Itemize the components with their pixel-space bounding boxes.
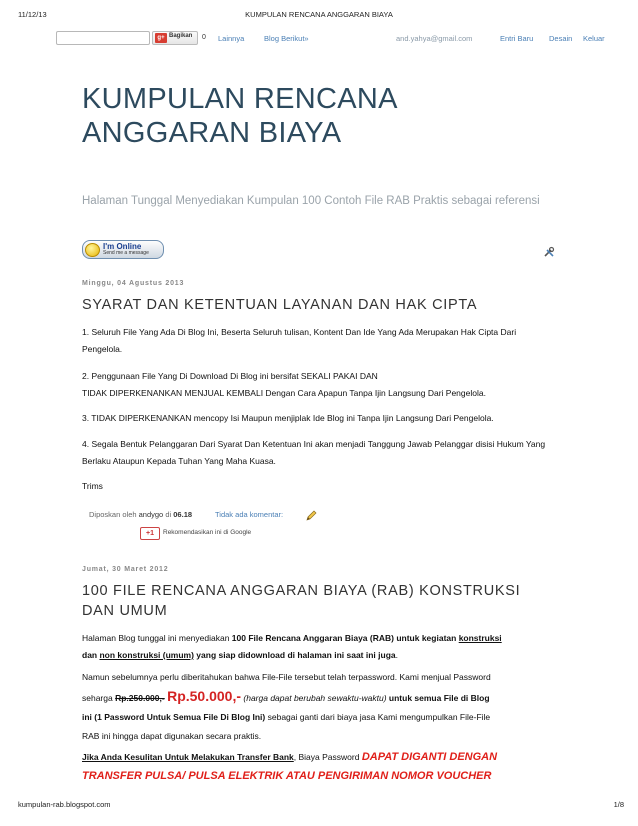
text-run: Jika Anda Kesulitan Untuk Melakukan Transfer Bank: [82, 752, 294, 762]
text-run: sebagai ganti dari biaya jasa Kami mengumpulkan File-File: [265, 712, 491, 722]
text-run: seharga: [82, 693, 116, 703]
share-button[interactable]: [152, 31, 198, 45]
post-paragraph: [82, 748, 557, 786]
text-run: yang siap didownload di halaman ini saat ini juga: [193, 650, 396, 660]
text-run: Halaman Blog tunggal ini menyediakan: [82, 633, 232, 643]
post-footer: [89, 510, 284, 519]
post-title[interactable]: SYARAT DAN KETENTUAN LAYANAN DAN HAK CIPTA: [82, 297, 478, 313]
old-price: Rp.250.000,-: [115, 693, 165, 703]
print-url: kumpulan-rab.blogspot.com: [18, 800, 111, 809]
wrench-screwdriver-icon[interactable]: [543, 246, 555, 258]
paragraph-line: 2. Penggunaan File Yang Di Download Di Blog ini bersifat SEKALI PAKAI DAN: [82, 371, 378, 381]
at-label: di: [165, 510, 172, 519]
text-run: Namun sebelumnya perlu diberitahukan bahwa File-File tersebut telah terpassword. Kami menjual Password: [82, 672, 491, 682]
post-paragraph: Trims: [82, 481, 103, 491]
more-link[interactable]: Lainnya: [218, 34, 245, 43]
post-paragraph: [82, 668, 557, 746]
posted-by-label: Diposkan oleh: [89, 510, 137, 519]
post-paragraph: [82, 368, 557, 402]
new-post-link[interactable]: Entri Baru: [500, 34, 534, 43]
smiley-icon: [85, 243, 100, 257]
messenger-status-badge[interactable]: [82, 240, 164, 259]
online-status-label: I'm Online: [103, 242, 142, 251]
post-paragraph: 1. Seluruh File Yang Ada Di Blog Ini, Beserta Seluruh tulisan, Kontent Dan Ide Yang Ada Merupakan Hak Cipta Dari Pengelola.: [82, 327, 517, 354]
share-label: Bagikan: [169, 33, 193, 39]
blog-description: Halaman Tunggal Menyediakan Kumpulan 100 Contoh File RAB Praktis sebagai referensi: [82, 195, 540, 207]
text-run: 100 File Rencana Anggaran Biaya (RAB) untuk kegiatan: [231, 633, 459, 643]
comments-link[interactable]: Tidak ada komentar:: [215, 510, 284, 519]
text-run: , Biaya Password: [293, 752, 362, 762]
next-blog-link[interactable]: Blog Berikut»: [264, 34, 309, 43]
post-time-link[interactable]: 06.18: [173, 510, 193, 519]
recommend-label: Rekomendasikan ini di Google: [163, 529, 252, 536]
text-run: RAB ini hingga dapat digunakan secara praktis.: [82, 731, 262, 741]
text-run: non konstruksi (umum): [99, 650, 194, 660]
google-plus-one-button[interactable]: +1: [140, 527, 160, 540]
text-run: (harga dapat berubah sewaktu-waktu): [241, 693, 387, 703]
text-run: untuk semua File di Blog: [386, 693, 490, 703]
logout-link[interactable]: Keluar: [583, 34, 605, 43]
pencil-icon[interactable]: [305, 510, 317, 522]
print-header: [0, 0, 638, 22]
text-run: konstruksi: [458, 633, 502, 643]
share-count: 0: [202, 34, 206, 41]
post-title[interactable]: 100 FILE RENCANA ANGGARAN BIAYA (RAB) KONSTRUKSI DAN UMUM: [82, 583, 521, 619]
highlight-text: DAPAT DIGANTI DENGAN: [361, 751, 498, 763]
post-paragraph: 3. TIDAK DIPERKENANKAN mencopy Isi Maupun menjiplak Ide Blog ini Tanpa Ijin Langsung Dari Pengelola.: [82, 413, 494, 423]
paragraph-line: TIDAK DIPERKENANKAN MENJUAL KEMBALI Dengan Cara Apapun Tanpa Ijin Langsung Dari Pengelola.: [82, 388, 486, 398]
highlight-text: TRANSFER PULSA/ PULSA ELEKTRIK ATAU PENGIRIMAN NOMOR VOUCHER: [82, 770, 492, 782]
print-date: 11/12/13: [18, 10, 47, 19]
user-email: and.yahya@gmail.com: [396, 34, 473, 43]
page-number: 1/8: [613, 800, 624, 809]
post-date-header: Minggu, 04 Agustus 2013: [82, 280, 185, 287]
blog-title[interactable]: [82, 82, 562, 150]
design-link[interactable]: Desain: [549, 34, 573, 43]
send-message-label: Send me a message: [103, 250, 149, 256]
text-run: dan: [82, 650, 100, 660]
text-run: ini (1 Password Untuk Semua File Di Blog Ini): [82, 712, 266, 722]
google-plus-icon: g+: [155, 33, 167, 43]
blog-title-line1: KUMPULAN RENCANA: [82, 83, 398, 115]
blog-title-line2: ANGGARAN BIAYA: [82, 117, 342, 149]
blogger-navbar: [56, 31, 636, 47]
post-paragraph: 4. Segala Bentuk Pelanggaran Dari Syarat Dan Ketentuan Ini akan menjadi Tanggung Jawab Pelanggar disisi Hukum Yang Berlaku Ataupun Kepada Tuhan Yang Maha Kuasa.: [82, 439, 546, 466]
post-paragraph: [82, 630, 557, 664]
search-input[interactable]: [56, 31, 150, 45]
post-date-header: Jumat, 30 Maret 2012: [82, 566, 169, 573]
print-title: KUMPULAN RENCANA ANGGARAN BIAYA: [245, 10, 393, 19]
author-link[interactable]: andygo: [138, 510, 164, 519]
text-run: .: [395, 650, 398, 660]
new-price: Rp.50.000,-: [167, 688, 242, 704]
